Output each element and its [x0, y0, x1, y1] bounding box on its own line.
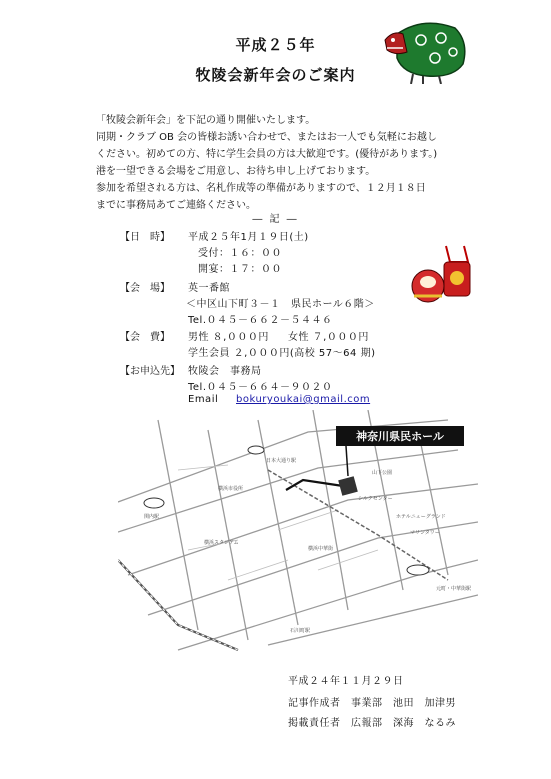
- intro-line: 「牧陵会新年会」を下記の通り開催いたします。: [96, 115, 316, 126]
- station-marker: [407, 565, 429, 575]
- map-callout: 神奈川県民ホール: [356, 430, 444, 443]
- map-place-label: シルクセンター: [358, 496, 393, 502]
- intro-line: 同期・クラブ OB 会の皆様お誘い合わせで、またはお一人でも気軽にお越し: [96, 132, 437, 143]
- date-value: 平成２５年1月１９日(土): [188, 232, 309, 243]
- station-marker: [248, 446, 264, 454]
- email-link[interactable]: bokuryoukai@gmail.com: [236, 394, 371, 405]
- footer-publisher: 掲載責任者 広報部 深海 なるみ: [288, 718, 456, 729]
- fee-students: 学生会員 ２,０００円(高校 57～64 期): [188, 348, 376, 359]
- fee-women: 女性 ７,０００円: [288, 332, 369, 343]
- intro-line: 参加を希望される方は、名札作成等の準備がありますので、１２月１８日: [96, 183, 426, 194]
- venue-address: ＜中区山下町３－１ 県民ホール６階＞: [186, 299, 375, 310]
- venue-name: 英一番館: [188, 283, 230, 294]
- station-marker: [144, 498, 164, 508]
- title-year: 平成２５年: [235, 36, 316, 54]
- map-place-label: ホテルニューグランド: [396, 514, 446, 520]
- intro-line: ください。初めての方、特に学生会員の方は大歓迎です。(優待があります。): [96, 149, 438, 160]
- reception-time: 受付：１６：００: [198, 248, 282, 259]
- footer-author: 記事作成者 事業部 池田 加津男: [288, 698, 456, 709]
- map-station-label: 石川町駅: [290, 628, 311, 634]
- venue-tel: Tel.０４５－６６２－５４４６: [188, 315, 333, 326]
- page-title: 牧陵会新年会のご案内: [195, 66, 356, 84]
- date-label: 【日 時】: [120, 232, 170, 243]
- map-place-label: 山下公園: [372, 470, 393, 476]
- intro-line: 港を一望できる会場をご用意し、お待ち申し上げております。: [96, 166, 376, 177]
- venue-label: 【会 場】: [120, 283, 170, 294]
- map-station-label: 元町・中華街駅: [436, 586, 472, 592]
- ki-heading: ― 記 ―: [252, 214, 299, 225]
- map-place-label: マリンタワー: [410, 530, 440, 536]
- email-label: Email: [188, 394, 219, 405]
- lion-dance-illustration: [383, 18, 471, 84]
- intro-text: [96, 112, 516, 214]
- opening-time: 開宴：１７：００: [198, 264, 282, 275]
- fee-label: 【会 費】: [120, 332, 170, 343]
- map-station-label: 関内駅: [144, 514, 160, 520]
- apply-office: 牧陵会 事務局: [188, 366, 262, 377]
- map-place-label: 横浜中華街: [308, 546, 334, 552]
- apply-label: 【お申込先】: [120, 366, 180, 377]
- footer-date: 平成２４年１１月２９日: [288, 676, 404, 687]
- area-map[interactable]: [118, 410, 478, 655]
- fee-men: 男性 ８,０００円: [188, 332, 269, 343]
- map-place-label: 横浜スタジアム: [204, 540, 239, 546]
- map-place-label: 日本大通り駅: [266, 458, 297, 464]
- apply-tel: Tel.０４５－６６４－９０２０: [188, 382, 333, 393]
- intro-line: までに事務局あてご連絡ください。: [96, 200, 256, 211]
- lantern-illustration: [410, 244, 472, 306]
- map-place-label: 横浜市役所: [218, 486, 244, 492]
